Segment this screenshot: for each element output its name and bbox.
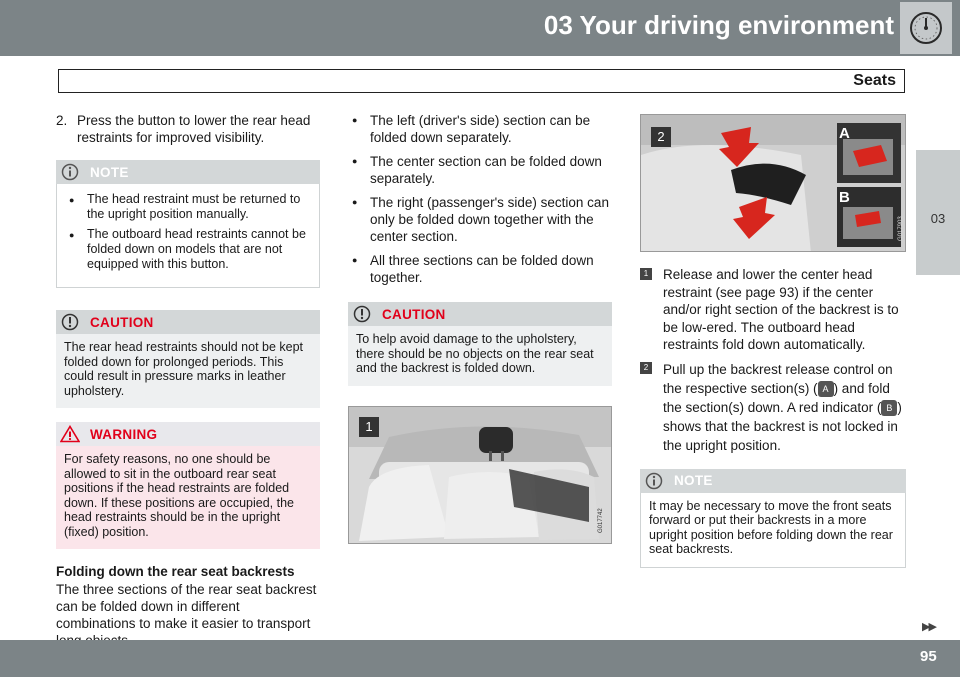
chapter-side-tab[interactable]: [916, 150, 960, 275]
numbered-item-1: 1 Release and lower the center head restraint (see page 93) if the center and/or right section of the backrest is to be low-ered. The outboard head restraints fold down automatically.: [640, 266, 906, 354]
side-tab-number: 03: [930, 211, 946, 226]
step-text: Press the button to lower the rear head restraints for improved visibility.: [77, 113, 311, 145]
next-page-arrows[interactable]: ▶▶: [922, 621, 935, 633]
warning-triangle-icon: [56, 422, 84, 446]
caution-title: CAUTION: [382, 306, 446, 322]
column-2: [348, 112, 612, 544]
column-1: [56, 112, 320, 649]
rear-seat-photo-1: [348, 406, 612, 544]
column-3: [640, 114, 906, 568]
bullet-icon: ●: [69, 230, 75, 240]
paragraph: The three sections of the rear seat backrest can be folded down in different combinations to make it easier to transport: [56, 582, 317, 631]
rear-seat-image: [349, 407, 612, 544]
list-item: ● The center section can be folded down separately.: [348, 153, 612, 187]
exclamation-circle-icon: [56, 310, 84, 334]
caution-box: [56, 310, 320, 408]
caution-box: [348, 302, 612, 386]
photo-label: 2: [651, 127, 671, 147]
info-icon: [56, 160, 84, 184]
warning-title: WARNING: [90, 426, 158, 442]
note-title: NOTE: [90, 164, 129, 180]
step-number: 2.: [56, 113, 68, 128]
note-header: [640, 469, 906, 493]
exclamation-circle-icon: [348, 302, 376, 326]
list-item: ● All three sections can be folded down together.: [348, 252, 612, 286]
inset-label-b: B: [839, 189, 850, 206]
warning-box: [56, 422, 320, 549]
note-body: [56, 184, 320, 288]
number-badge: 1: [640, 268, 652, 280]
backrest-release-photo-2: [640, 114, 906, 252]
note-title: NOTE: [674, 473, 713, 488]
caution-body: The rear head restraints should not be kept folded down for prolonged periods. This could result in pressure marks in leather upholstery.: [56, 334, 320, 408]
photo-code: G017903: [898, 216, 904, 241]
number-badge: 2: [640, 362, 652, 374]
backrest-image: [641, 115, 906, 252]
footer-bar: [0, 640, 960, 677]
bullet-icon: ●: [69, 195, 75, 205]
section-bar: [58, 69, 905, 93]
list-item: ● The left (driver's side) section can be folded down separately.: [348, 112, 612, 146]
photo-code: G017742: [598, 507, 604, 533]
badge-b-icon: B: [881, 400, 897, 416]
note-body: It may be necessary to move the front seats forward or put their backrests in a more upright position before folding down the rear seat backrests.: [640, 493, 906, 568]
warning-header: [56, 422, 320, 446]
caution-body: To help avoid damage to the upholstery, there should be no objects on the rear seat and the backrest is folded down.: [348, 326, 612, 386]
step-2: [56, 112, 320, 146]
subheading: Folding down the rear seat backrests: [56, 564, 295, 579]
bullet-icon: ●: [352, 197, 358, 207]
page-number: 95: [920, 648, 937, 665]
note-bullet: ● The head restraint must be returned to the upright position manually.: [65, 192, 311, 222]
numbered-item-2: 2 Pull up the backrest release control on the respective section(s) ( A ) and fold the section(s) down. A red indicator ( B ) shows that the backrest is not locked in the upright position.: [640, 360, 906, 455]
caution-title: CAUTION: [90, 314, 154, 330]
inset-label-a: A: [839, 125, 850, 142]
caution-header: [56, 310, 320, 334]
bullet-icon: ●: [352, 156, 358, 166]
chapter-title: 03 Your driving environment: [543, 10, 894, 40]
note-box: [640, 469, 906, 568]
info-icon: [640, 469, 668, 493]
warning-body: For safety reasons, no one should be allowed to sit in the outboard rear seat positions if the head restraints are folded down. If these positions are occupied, the head restraints should be in the upright (fixed) position.: [56, 446, 320, 549]
badge-a-icon: A: [818, 381, 834, 397]
note-bullet: ● The outboard head restraints cannot be folded down on models that are not equipped with this button.: [65, 227, 311, 272]
caution-header: [348, 302, 612, 326]
note-header: [56, 160, 320, 184]
photo-label: 1: [359, 417, 379, 437]
section-title: Seats: [853, 72, 896, 89]
bullet-icon: ●: [352, 255, 358, 265]
gauge-icon: [900, 2, 952, 54]
bullet-icon: ●: [352, 115, 358, 125]
note-box: [56, 160, 320, 288]
list-item: ● The right (passenger's side) section can only be folded down together with the center section.: [348, 194, 612, 245]
